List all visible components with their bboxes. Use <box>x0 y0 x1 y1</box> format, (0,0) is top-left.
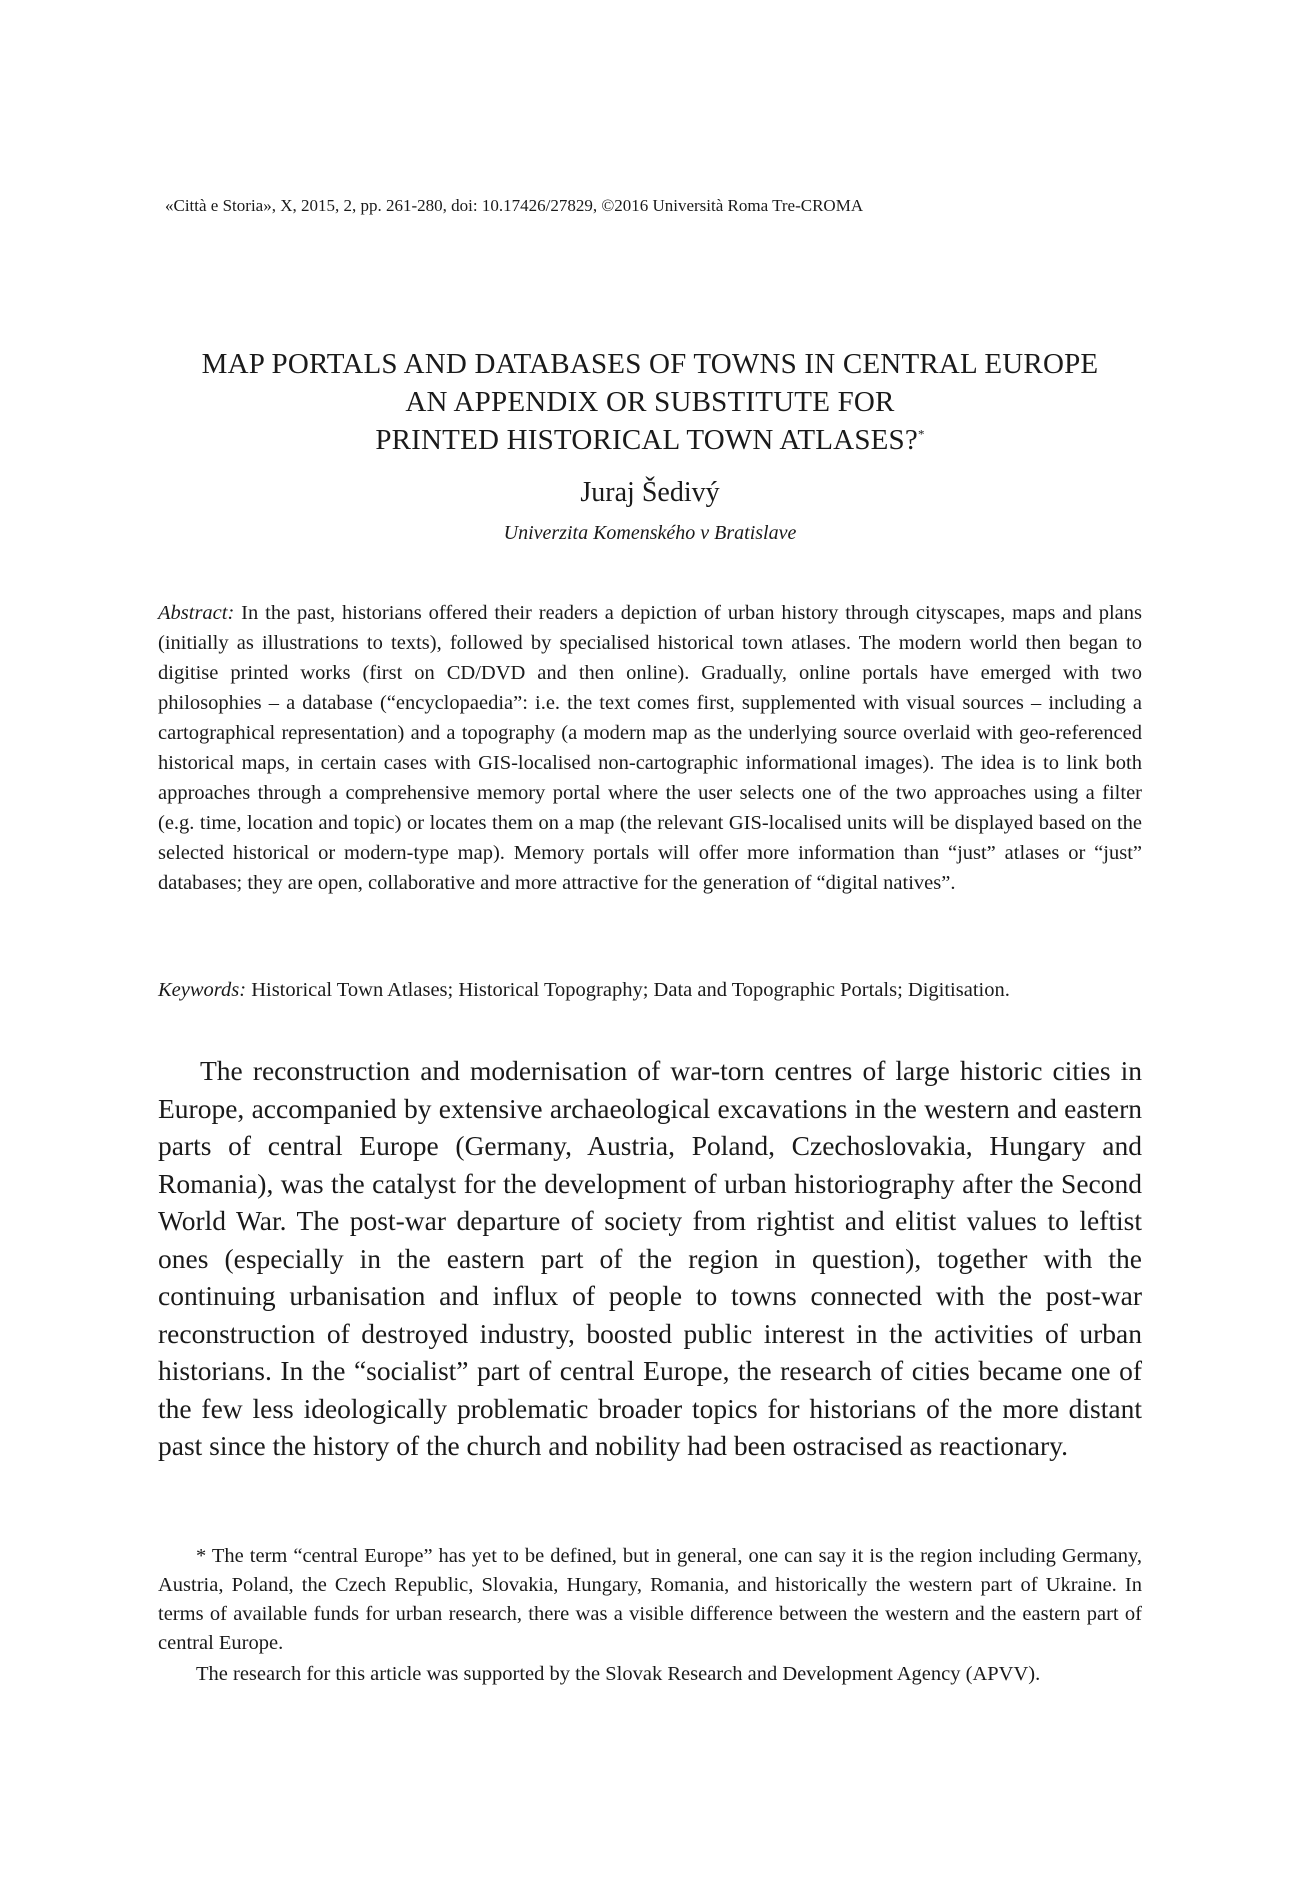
article-title-line-2: AN APPENDIX OR SUBSTITUTE FOR <box>405 386 895 418</box>
article-title-line-3 <box>150 421 1150 459</box>
keywords-label: Keywords: <box>158 979 247 1001</box>
footnotes <box>158 1542 1142 1689</box>
journal-citation-header: «Città e Storia», X, 2015, 2, pp. 261-280, doi: 10.17426/27829, ©2016 Università Roma Tre-CROMA <box>165 196 864 215</box>
article-title-line-3-text: PRINTED HISTORICAL TOWN ATLASES? <box>375 424 918 456</box>
article-title-line-1: MAP PORTALS AND DATABASES OF TOWNS IN CENTRAL EUROPE <box>201 348 1099 380</box>
keywords <box>158 975 1142 1005</box>
title-footnote-mark: * <box>917 426 925 442</box>
article-title <box>150 345 1150 459</box>
abstract-text: In the past, historians offered their readers a depiction of urban history through cityscapes, maps and plans (initially as illustrations to texts), followed by specialised historical town atlases. The modern world then began to digitise printed works (first on CD/DVD and then online). Gradually, online portals have emerged with two philosophies – a database (“encyclopaedia”: i.e. the text comes first, supplemented with visual sources – including a cartographical representation) and a topography (a modern map as the underlying source overlaid with geo-referenced historical maps, in certain cases with GIS-localised non-cartographic informational images). The idea is to link both approaches through a comprehensive memory portal where the user selects one of the two approaches using a filter (e.g. time, location and topic) or locates them on a map (the relevant GIS-localised units will be displayed based on the selected historical or modern-type map). Memory portals will offer more information than “just” atlases or “just” databases; they are open, collaborative and more attractive for the generation of “digital natives”. <box>158 602 1142 894</box>
footnote-central-europe: * The term “central Europe” has yet to be defined, but in general, one can say it is the region including Germany, Austria, Poland, the Czech Republic, Slovakia, Hungary, Romania, and historically the western part of Ukraine. In terms of available funds for urban research, there was a visible difference between the western and the eastern part of central Europe. <box>158 1545 1142 1654</box>
abstract-label: Abstract: <box>158 602 235 624</box>
body-paragraph: The reconstruction and modernisation of war-torn centres of large historic cities in Europe, accompanied by extensive archaeological excavations in the western and eastern parts of central Europe (Germany, Austria, Poland, Czechoslovakia, Hungary and Romania), was the catalyst for the development of urban historiography after the Second World War. The post-war departure of society from rightist and elitist values to leftist ones (especially in the eastern part of the region in question), together with the continuing urbanisation and influx of people to towns connected with the post-war reconstruction of destroyed industry, boosted public interest in the activities of urban historians. In the “socialist” part of central Europe, the research of cities became one of the few less ideologically problematic broader topics for historians of the more distant past since the history of the church and nobility had been ostracised as reactionary. <box>158 1055 1142 1461</box>
abstract <box>158 598 1142 898</box>
footnote-funding: The research for this article was supported by the Slovak Research and Development Agency (APVV). <box>196 1663 1041 1685</box>
author-affiliation: Univerzita Komenského v Bratislave <box>503 522 797 544</box>
author-name: Juraj Šedivý <box>580 477 720 508</box>
keywords-text: Historical Town Atlases; Historical Topography; Data and Topographic Portals; Digitisation. <box>251 979 1010 1001</box>
